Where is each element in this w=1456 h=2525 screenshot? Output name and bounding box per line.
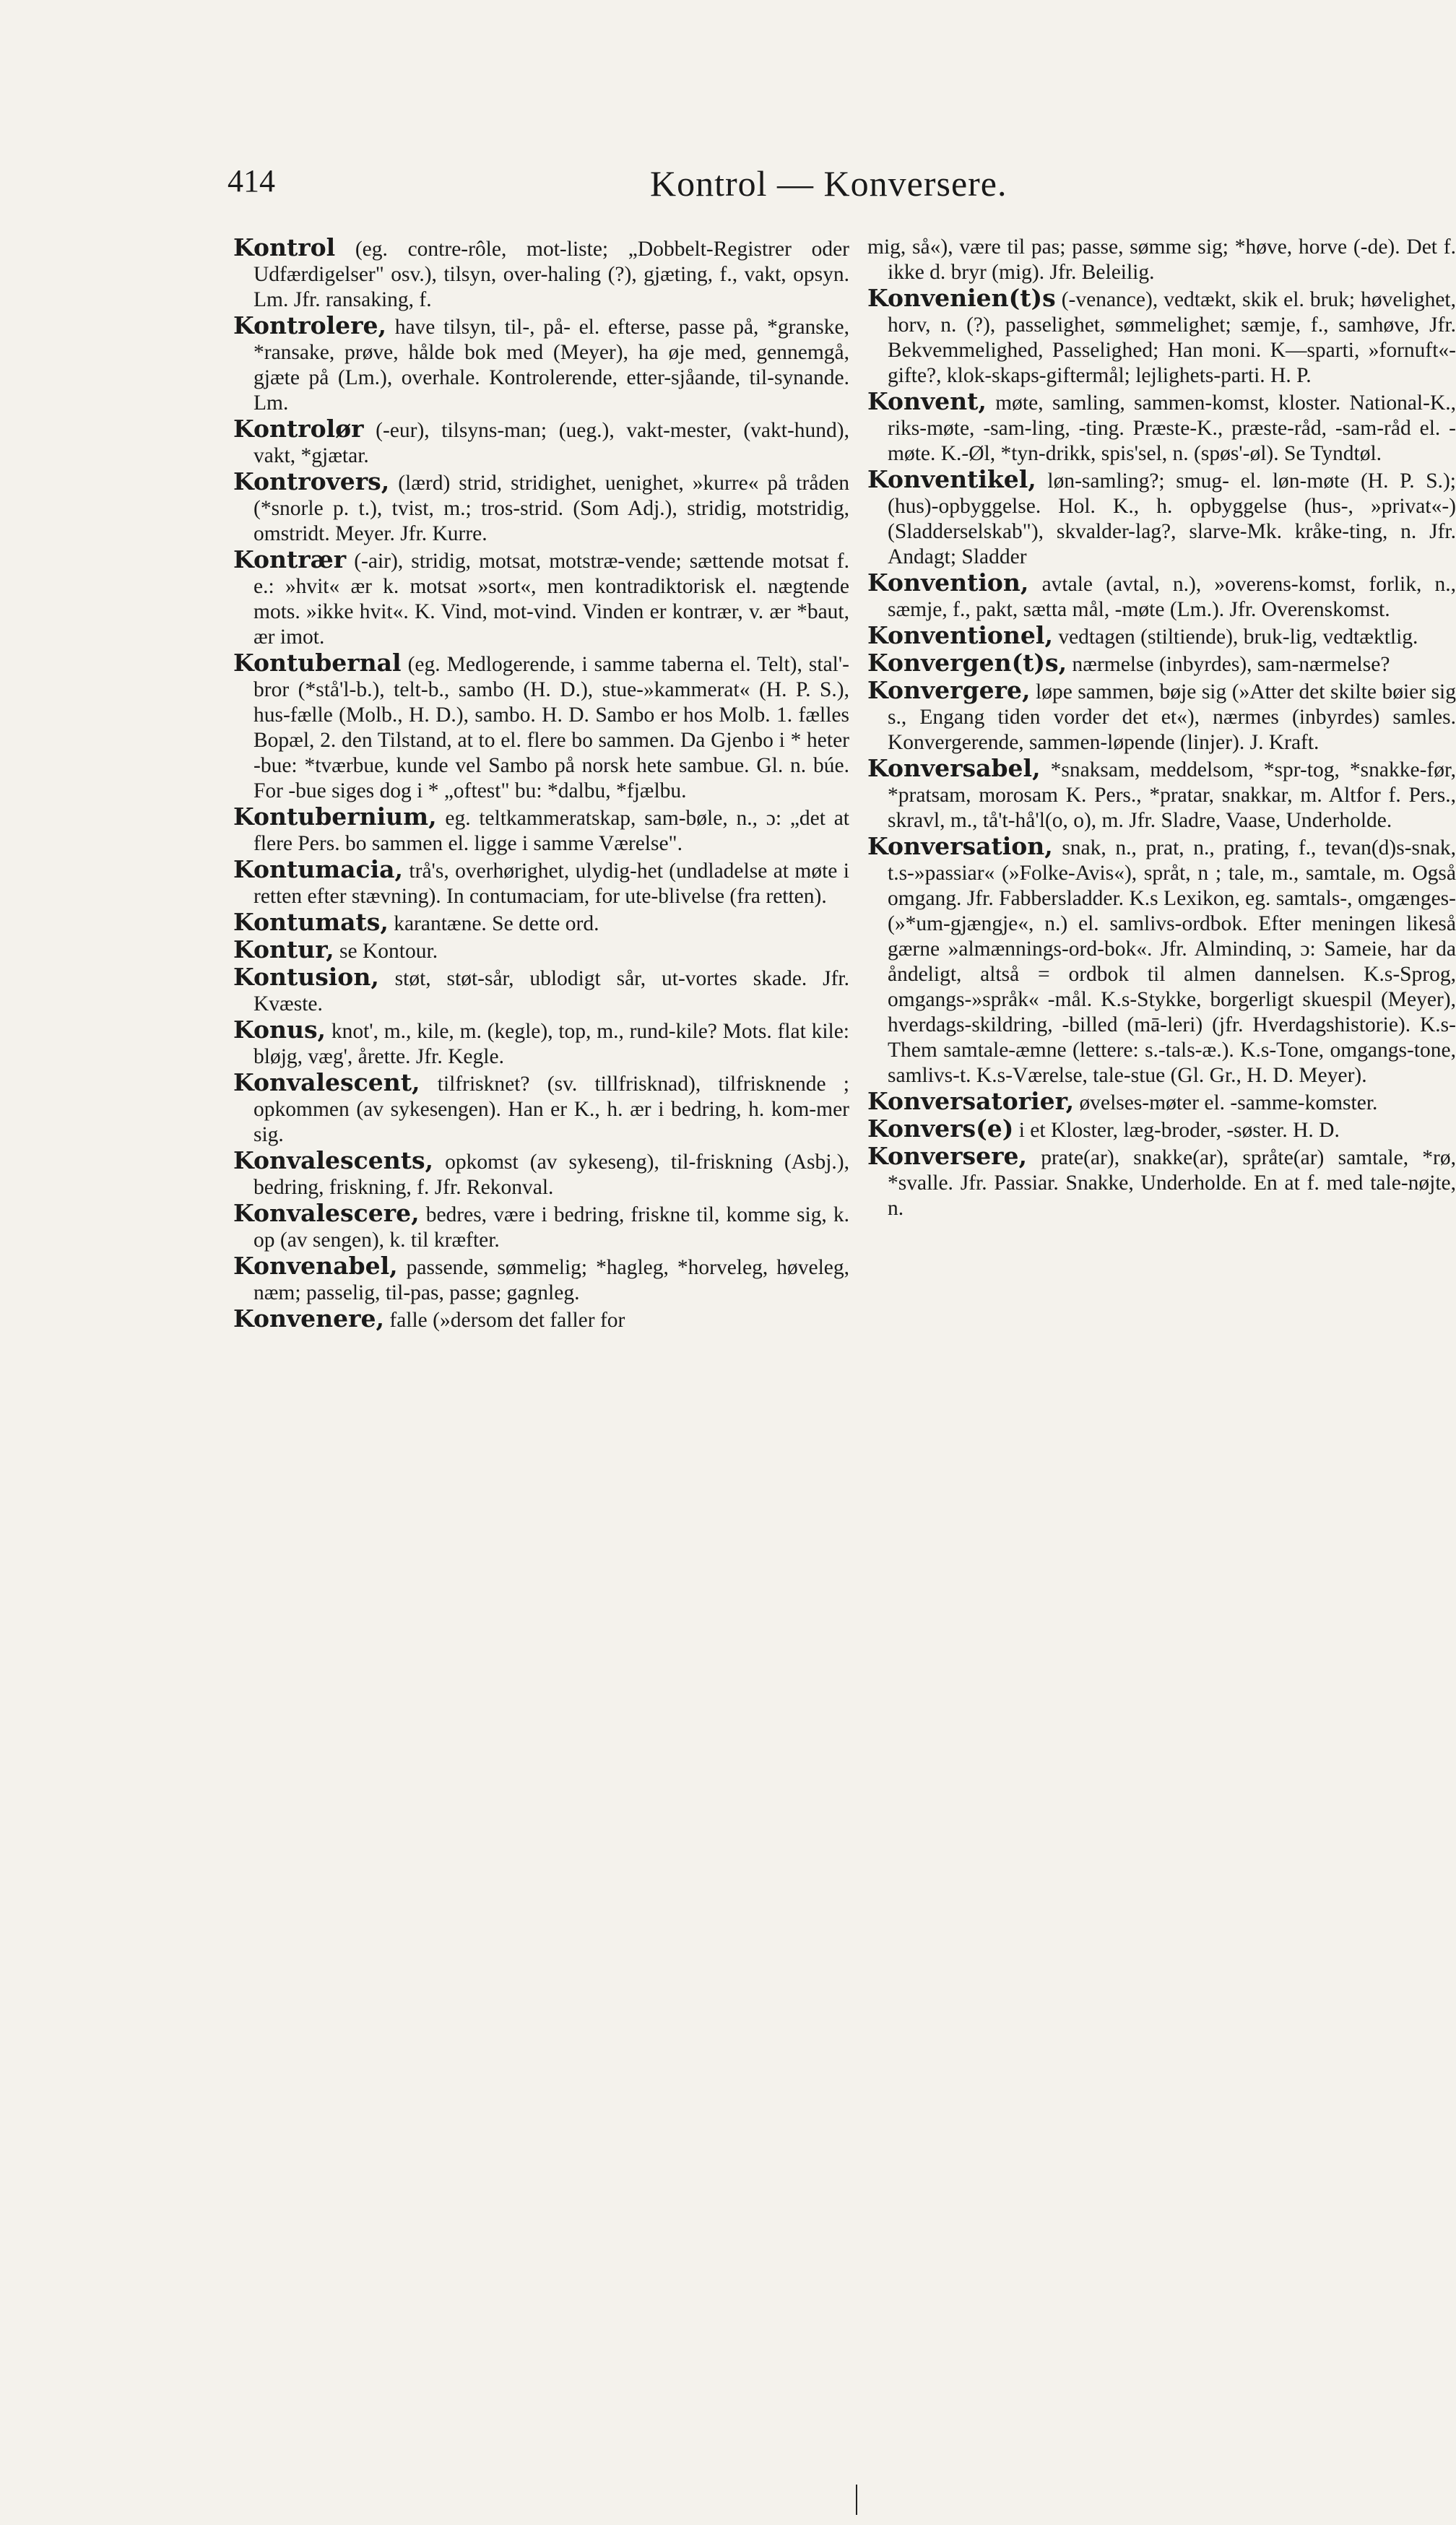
entry-text: (lærd) strid, stridighet, uenighet, »kurre« på tråden (*snorle p. t.), tvist, m.; tros-strid. (Som Adj.), stridig, motstridig, omstridt. Meyer. Jfr. Kurre. <box>254 472 850 545</box>
dictionary-entry <box>867 1088 1456 1116</box>
entry-text: knot', m., kile, m. (kegle), top, m., rund-kile? Mots. flat kile: bløjg, væg', årette. Jfr. Kegle. <box>254 1020 850 1068</box>
dictionary-entry <box>867 833 1456 1088</box>
entry-headword: Konventionel, <box>867 621 1053 649</box>
entry-headword: Konvalescere, <box>233 1199 420 1227</box>
dictionary-entry <box>233 1253 849 1306</box>
entry-text: bedres, være i bedring, friskne til, komme sig, k. op (av sengen), k. til kræfter. <box>254 1203 850 1252</box>
entry-headword: Konversere, <box>867 1142 1027 1170</box>
entry-text: møte, samling, sammen-komst, kloster. National-K., riks-møte, -sam-ling, -ting. Præste-K., præste-råd, -sam-råd el. -møte. K.-Øl, *tyn-drikk, spis'sel, n. (spøs'-øl). Se Tyndtøl. <box>888 391 1456 465</box>
entry-headword: Konversation, <box>867 832 1053 860</box>
entry-text: avtale (avtal, n.), »overens-komst, forlik, n., sæmje, f., pakt, sætta mål, -møte (Lm.). Jfr. Overenskomst. <box>888 573 1456 621</box>
dictionary-entry <box>233 909 849 937</box>
entry-text: falle (»dersom det faller for <box>389 1309 625 1332</box>
dictionary-entry <box>233 1017 849 1070</box>
dictionary-entry <box>233 235 849 313</box>
column-divider <box>856 2485 857 2515</box>
dictionary-entry <box>867 755 1456 833</box>
dictionary-entry <box>867 623 1456 650</box>
dictionary-entry <box>867 467 1456 570</box>
entry-headword: Konversatorier, <box>867 1087 1075 1115</box>
entry-text: støt, støt-sår, ublodigt sår, ut-vortes skade. Jfr. Kvæste. <box>254 967 850 1015</box>
right-column <box>867 235 1456 1221</box>
dictionary-entry <box>233 1148 849 1200</box>
entry-headword: Konvalescent, <box>233 1068 420 1096</box>
entry-headword: Kontrær <box>233 545 347 573</box>
dictionary-entry <box>233 964 849 1017</box>
dictionary-entry <box>233 469 849 547</box>
entry-headword: Kontumats, <box>233 908 389 936</box>
entry-text: prate(ar), snakke(ar), språte(ar) samtale, *rø, *svalle. Jfr. Passiar. Snakke, Underholde. En at f. med tale-nøjte, n. <box>888 1146 1456 1220</box>
dictionary-entry <box>867 1143 1456 1221</box>
dictionary-entry <box>867 389 1456 467</box>
entry-headword: Kontumacia, <box>233 855 403 883</box>
dictionary-entry <box>867 285 1456 389</box>
running-head: Kontrol — Konversere. <box>650 163 1008 204</box>
dictionary-entry <box>867 1116 1456 1143</box>
entry-text: øvelses-møter el. -samme-komster. <box>1079 1091 1378 1114</box>
entry-text: have tilsyn, til-, på- el. efterse, passe på, *granske, *ransake, prøve, hålde bok med (Meyer), ha øje med, gennemgå, gjæte på (Lm.), overhale. Kontrolerende, etter-sjåande, til-synande. Lm. <box>254 316 849 415</box>
entry-headword: Kontrolør <box>233 415 364 443</box>
dictionary-entry <box>233 313 849 416</box>
entry-text: (-venance), vedtækt, skik el. bruk; høvelighet, horv, n. (?), passelighet, sømmelighet; sæmje, f., samhøve, Jfr. Bekvemmelighed, Passelighed; Han moni. K—sparti, »fornuft«-gifte?, klok-skaps-giftermål; lejlighets-parti. H. P. <box>888 288 1456 387</box>
dictionary-entry <box>233 1306 849 1333</box>
entry-text: (-air), stridig, motsat, motstræ-vende; sættende motsat f. e.: »hvit« ær k. motsat »sort«, men kontradiktorisk el. nægtende mots. »ikke hvit«. K. Vind, mot-vind. Vinden er kontrær, v. ær *baut, ær imot. <box>254 550 850 649</box>
entry-text: tilfrisknet? (sv. tillfrisknad), tilfrisknende ; opkommen (av sykesengen). Han er K., h. ær i bedring, h. kom-mer sig. <box>254 1073 849 1146</box>
entry-text: nærmelse (inbyrdes), sam-nærmelse? <box>1072 653 1390 676</box>
dictionary-entry <box>233 416 849 469</box>
dictionary-entry <box>867 570 1456 623</box>
entry-headword: Konvenien(t)s <box>867 284 1056 312</box>
entry-text: opkomst (av sykeseng), til-friskning (Asbj.), bedring, friskning, f. Jfr. Rekonval. <box>254 1151 850 1199</box>
entry-text: (eg. contre-rôle, mot-liste; „Dobbelt-Registrer oder Udfærdigelser" osv.), tilsyn, over-haling (?), gjæting, f., vakt, opsyn. Lm. Jfr. ransaking, f. <box>254 238 849 311</box>
dictionary-entry <box>233 937 849 964</box>
entry-headword: Konversabel, <box>867 754 1041 782</box>
entry-text: snak, n., prat, n., prating, f., tevan(d)s-snak, t.s-»passiar« (»Folke-Avis«), språt, n ; tale, m., samtale, m. Også omgang. Jfr. Fabbersladder. K.s Lexikon, eg. samtals-, omgænges- (»*um-gjængje«, n.) el. samlivs-ordbok. Efter meningen likeså gærne »almænnings-ord-bok«. Jfr. Almindinq, ɔ: Sameie, har da åndeligt, altså = ordbok til almen dannelsen. K.s-Sprog, omgangs-»språk« -mål. K.s-Stykke, borgerligt skuespil (Meyer), hverdags-skildring, -billed (mā-leri) (jfr. Hverdagshistorie). K.s-Them samtale-æmne (lettere: s.-tals-æ.). K.s-Tone, omgangs-tone, samlivs-t. K.s-Værelse, tale-stue (Gl. Gr., H. D. Meyer). <box>888 836 1456 1087</box>
entry-headword: Kontubernal <box>233 649 402 677</box>
entry-headword: Konventikel, <box>867 465 1036 493</box>
entry-text: *snaksam, meddelsom, *spr-tog, *snakke-før, *pratsam, morosam K. Pers., *pratar, snakkar, m. Altfor f. Pers., skravl, m., tå't-hå'l(o, o), m. Jfr. Sladre, Vaase, Underholde. <box>888 758 1456 832</box>
entry-text: (eg. Medlogerende, i samme taberna el. Telt), stal'-bror (*stå'l-b.), telt-b., sambo (H. D.), stue-»kammerat« (H. P. S.), hus-fælle (Molb., H. D.), sambo. H. D. Sambo er hos Molb. 1. fælles Bopæl, 2. den Tilstand, at to el. flere bo sammen. Da Gjenbo i * heter -bue: *tværbue, kunde vel Sambo på norsk hete sambue. Gl. n. búe. For -bue siges dog i * „oftest" bu: *dalbu, *fjælbu. <box>254 653 850 802</box>
entry-text: eg. teltkammeratskap, sam-bøle, n., ɔ: „det at flere Pers. bo sammen el. ligge i samme Værelse". <box>254 807 850 855</box>
entry-text: passende, sømmelig; *hagleg, *horveleg, høveleg, næm; passelig, til-pas, passe; gagnleg. <box>254 1256 849 1304</box>
dictionary-entry <box>233 804 849 857</box>
dictionary-entry <box>867 677 1456 755</box>
dictionary-entry <box>233 857 849 909</box>
dictionary-entry <box>233 1200 849 1253</box>
entry-headword: Kontrovers, <box>233 467 390 495</box>
entry-text: se Kontour. <box>339 940 438 963</box>
entry-headword: Konvent, <box>867 387 987 415</box>
entry-text: (-eur), tilsyns-man; (ueg.), vakt-mester, (vakt-hund), vakt, *gjætar. <box>254 419 849 467</box>
entry-text: karantæne. Se dette ord. <box>394 912 599 935</box>
page-header <box>228 163 1354 213</box>
dictionary-entry <box>867 235 1456 285</box>
entry-headword: Konvention, <box>867 568 1029 597</box>
entry-headword: Konvalescents, <box>233 1146 434 1174</box>
entry-headword: Kontubernium, <box>233 802 437 831</box>
entry-headword: Kontur, <box>233 935 334 963</box>
dictionary-entry <box>233 547 849 650</box>
entry-headword: Konvenere, <box>233 1304 384 1333</box>
entry-headword: Kontusion, <box>233 963 379 991</box>
entry-headword: Konvenabel, <box>233 1252 398 1280</box>
dictionary-entry <box>233 1070 849 1148</box>
entry-text: løpe sammen, bøje sig (»Atter det skilte bøier sig s., Engang tiden vorder det et«), nærmes (inbyrdes) samles. Konvergerende, sammen-løpende (linjer). J. Kraft. <box>888 680 1456 754</box>
entry-headword: Konus, <box>233 1015 326 1044</box>
entry-headword: Konvergere, <box>867 676 1031 704</box>
entry-text: vedtagen (stiltiende), bruk-lig, vedtæktlig. <box>1058 625 1418 649</box>
entry-text: trå's, overhørighet, ulydig-het (undladelse at møte i retten efter stævning). In contumaciam, for ute-blivelse (fra retten). <box>254 859 850 908</box>
entry-headword: Kontrol <box>233 233 336 261</box>
entry-text: mig, så«), være til pas; passe, sømme sig; *høve, horve (-de). Det f. ikke d. bryr (mig). Jfr. Beleilig. <box>867 235 1456 284</box>
left-column <box>233 235 849 1333</box>
entry-text: i et Kloster, læg-broder, -søster. H. D. <box>1018 1119 1340 1142</box>
entry-headword: Kontrolere, <box>233 311 387 339</box>
entry-headword: Konvers(e) <box>867 1114 1014 1143</box>
dictionary-entry <box>867 650 1456 677</box>
dictionary-entry <box>233 650 849 804</box>
page-number: 414 <box>228 163 275 199</box>
entry-text: løn-samling?; smug- el. løn-møte (H. P. S.); (hus)-opbyggelse. Hol. K., h. opbyggelse (hus-, »privat«-) (Sladderselskab"), skvalder-lag?, slarve-Mk. kråke-ting, n. Jfr. Andagt; Sladder <box>888 469 1456 568</box>
entry-headword: Konvergen(t)s, <box>867 649 1067 677</box>
